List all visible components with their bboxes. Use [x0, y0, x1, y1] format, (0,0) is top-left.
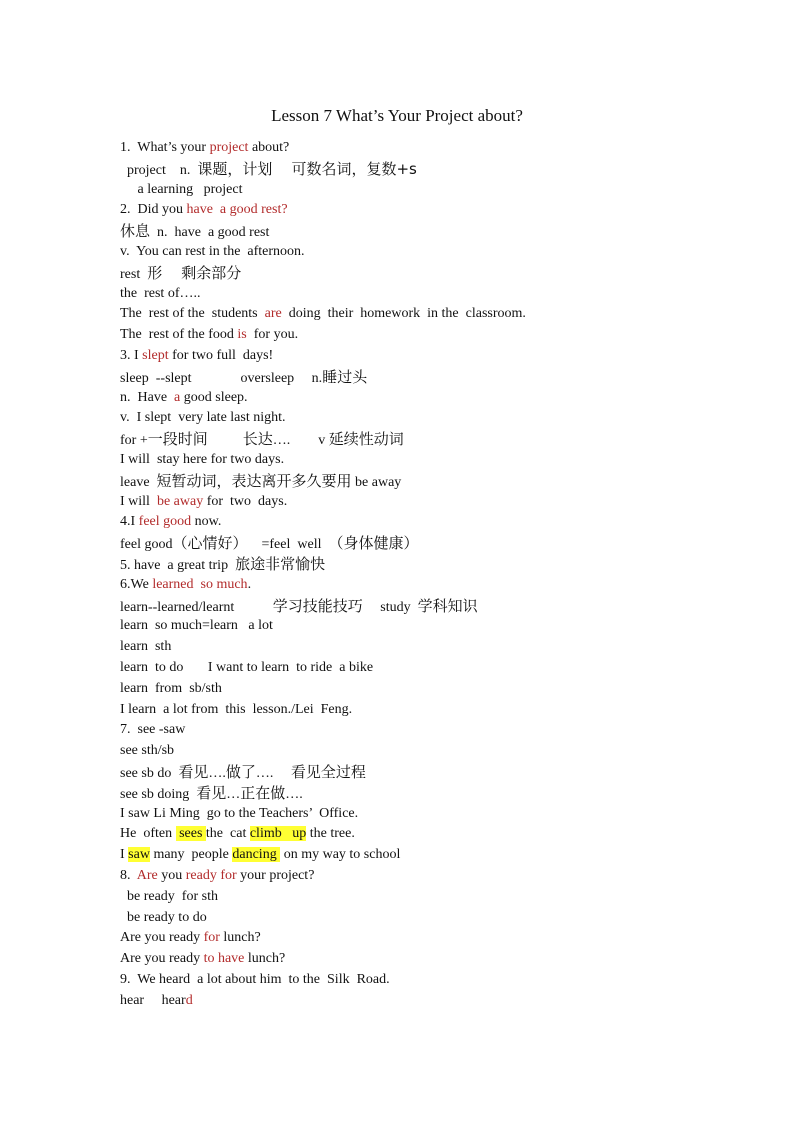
note-text: for + [120, 433, 148, 449]
note-line [120, 805, 358, 823]
note-line [120, 909, 207, 927]
document-title: Lesson 7 What’s Your Project about? [271, 106, 523, 125]
note-text: I will [120, 493, 157, 509]
note-text: Are you ready [120, 951, 204, 967]
note-line [120, 139, 289, 157]
note-line [120, 347, 273, 365]
note-text: now. [191, 514, 222, 530]
note-line [120, 742, 174, 760]
highlighted-text: climb up [249, 826, 307, 842]
note-text: study [362, 599, 418, 615]
note-line [120, 680, 222, 698]
emphasis-text: Are [136, 868, 158, 883]
emphasis-text: a [174, 389, 181, 405]
note-text: v. I slept very late last night. [120, 410, 286, 426]
note-text: 6.We [120, 576, 153, 592]
note-text: hear hear [120, 992, 186, 1008]
note-line [120, 409, 286, 427]
note-text: rest [120, 266, 148, 282]
note-text: lunch? [219, 930, 261, 946]
note-line [120, 888, 218, 906]
note-text: I learn a lot from this lesson./Lei Feng. [120, 701, 353, 717]
chinese-note-text: 长达 [242, 430, 273, 449]
note-text: v. You can rest in the afternoon. [120, 244, 305, 259]
chinese-note-text: 学科知识 [417, 596, 478, 615]
note-text: the tree. [306, 826, 355, 842]
emphasis-text: to have [203, 951, 245, 967]
chinese-note-text: 看见全过程 [290, 763, 366, 781]
emphasis-text: be away [156, 493, 204, 509]
emphasis-text: project [209, 140, 249, 155]
note-line [120, 534, 419, 552]
note-text: be ready for sth [120, 888, 218, 904]
note-text: doing their homework in the classroom. [281, 306, 526, 322]
note-line [120, 181, 242, 199]
note-text: lunch? [244, 951, 286, 967]
note-text: for two days. [203, 493, 288, 509]
note-line [120, 430, 404, 448]
note-text: leave [120, 474, 157, 490]
chinese-note-text: 休息 [120, 222, 151, 241]
note-line [120, 597, 478, 615]
note-line [120, 368, 367, 386]
note-text: Are you ready [120, 930, 204, 946]
note-text: many people [149, 847, 233, 863]
note-line [120, 160, 417, 178]
note-text: learn sth [120, 639, 172, 655]
note-line [120, 638, 171, 656]
note-text: …. v [272, 433, 329, 449]
note-line [120, 867, 314, 885]
note-text: 7. see -saw [120, 722, 186, 738]
note-text: 1. What’s your [120, 140, 210, 155]
emphasis-text: ready for [185, 868, 237, 883]
note-text [208, 433, 243, 448]
chinese-note-text: 学习技能技巧 [272, 596, 363, 615]
emphasis-text: are [264, 306, 282, 322]
note-text: sleep --slept oversleep n. [120, 370, 323, 386]
note-text: a learning project [120, 181, 243, 197]
note-line [120, 576, 251, 594]
chinese-note-text: 睡过头 [322, 367, 368, 386]
note-text: learn to do I want to learn to ride a bike [120, 660, 374, 675]
note-text: …. [208, 766, 226, 781]
note-text: your project? [236, 868, 315, 883]
note-text: learn from sb/sth [120, 680, 222, 696]
note-line [120, 201, 288, 219]
note-text: you [157, 868, 186, 883]
note-text: 5. have a great trip [120, 558, 236, 573]
note-text: 8. [120, 868, 137, 883]
note-text: . [247, 576, 252, 592]
note-text: …. [285, 786, 303, 802]
note-text: see sb doing [120, 786, 197, 802]
note-text: about? [248, 140, 290, 155]
emphasis-text: d [185, 992, 193, 1008]
note-text: n. have a good rest [150, 225, 270, 241]
emphasis-text: learned so much [152, 576, 248, 592]
highlighted-text: sees [175, 826, 206, 842]
chinese-note-text: 课题，计划 可数名词，复数+s [197, 159, 417, 178]
note-text: learn--learned/learnt [120, 599, 273, 615]
note-text: 9. We heard a lot about him to the Silk Road. [120, 972, 390, 987]
note-line [120, 846, 400, 864]
chinese-note-text: 旅途非常愉快 [235, 555, 326, 573]
note-line [120, 971, 390, 989]
note-text: good sleep. [180, 389, 248, 405]
note-line [120, 701, 352, 719]
chinese-note-text: （心情好） [172, 534, 248, 553]
note-line [120, 950, 285, 968]
note-line [120, 389, 248, 407]
note-line [120, 222, 269, 240]
note-text: 4.I [120, 514, 139, 530]
emphasis-text: slept [142, 348, 169, 363]
note-line [120, 617, 273, 635]
note-line [120, 451, 284, 469]
note-text: the cat [205, 826, 250, 842]
note-text: I saw Li Ming go to the Teachers’ Office. [120, 805, 359, 821]
note-text: for two full days! [168, 348, 274, 363]
note-line [120, 763, 366, 781]
note-text: project n. [120, 162, 198, 178]
highlighted-text: dancing [232, 847, 281, 863]
chinese-note-text: 延续性动词 [328, 430, 404, 449]
chinese-note-text: （身体健康） [328, 534, 419, 553]
note-line [120, 929, 261, 947]
chinese-note-text: 形 剩余部分 [147, 263, 242, 282]
note-text: be away [351, 474, 402, 490]
note-line [120, 825, 355, 843]
note-text: …. [255, 766, 291, 781]
note-text: I [120, 847, 129, 863]
note-line [120, 513, 221, 531]
chinese-note-text: 正在做 [240, 783, 286, 802]
note-line [120, 721, 185, 739]
note-line [120, 285, 200, 303]
note-text: see sth/sb [120, 743, 175, 759]
note-text: on my way to school [280, 847, 401, 863]
note-text: The rest of the food [120, 327, 238, 343]
chinese-note-text: 一段时间 [147, 430, 208, 449]
note-text: =feel well [247, 537, 329, 553]
emphasis-text: have a good rest? [186, 202, 288, 218]
note-text: 3. I [120, 348, 143, 363]
note-text: n. Have [120, 389, 175, 405]
note-text: The rest of the students [120, 306, 265, 322]
note-text: He often [120, 826, 176, 842]
highlighted-text: saw [128, 847, 150, 863]
note-text: feel good [120, 537, 173, 553]
emphasis-text: for [203, 930, 220, 946]
note-line [120, 305, 526, 323]
note-line [120, 659, 373, 677]
note-line [120, 992, 193, 1010]
note-line [120, 326, 298, 344]
note-line [120, 784, 303, 802]
note-text: be ready to do [120, 909, 207, 925]
note-line [120, 555, 325, 573]
chinese-note-text: 做了 [225, 763, 256, 781]
chinese-note-text: 短暂动词，表达离开多久要用 [156, 471, 352, 490]
note-text: … [226, 786, 241, 802]
emphasis-text: feel good [138, 514, 192, 530]
note-line [120, 493, 287, 511]
note-text: learn so much=learn a lot [120, 618, 273, 634]
note-text: the rest of….. [120, 285, 201, 301]
emphasis-text: is [237, 327, 247, 343]
chinese-note-text: 看见 [196, 783, 227, 802]
chinese-note-text: 看见 [178, 763, 209, 781]
note-text: for you. [246, 327, 299, 343]
note-text: I will stay here for two days. [120, 452, 285, 467]
note-line [120, 472, 401, 490]
note-text: see sb do [120, 766, 179, 781]
note-text: 2. Did you [120, 202, 187, 218]
note-line [120, 243, 305, 261]
note-line [120, 264, 241, 282]
